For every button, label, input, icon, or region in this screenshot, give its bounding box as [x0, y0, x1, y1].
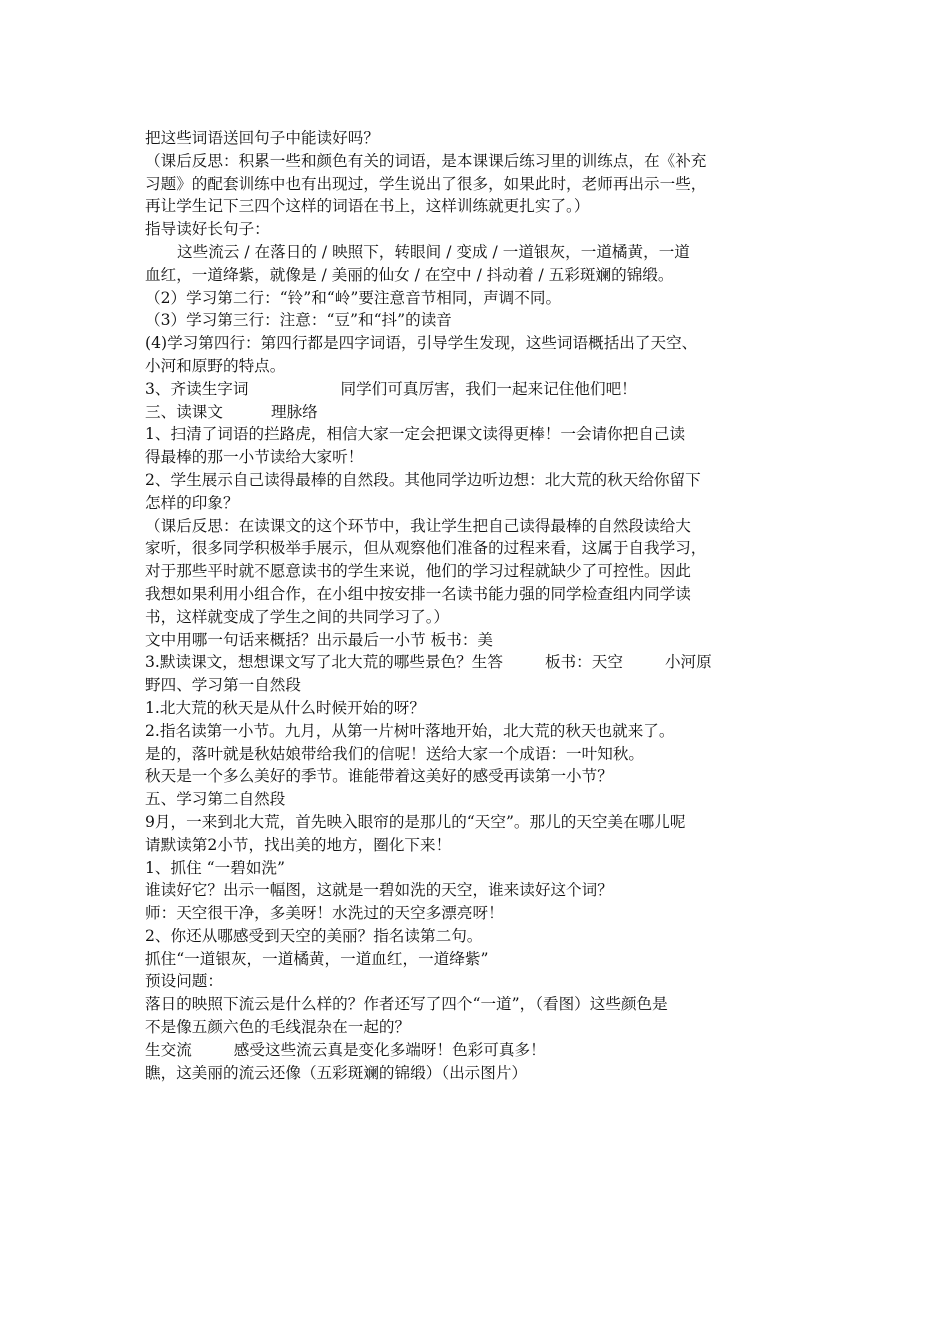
text-line: 小河和原野的特点。 [145, 356, 286, 375]
text-segment: 3.默读课文，想想课文写了北大荒的哪些景色？生答 [145, 653, 503, 672]
text-segment: 3、齐读生字词 [145, 379, 249, 398]
text-line [145, 651, 815, 674]
text-segment: 感受这些流云真是变化多端呀！色彩可真多！ [233, 1040, 546, 1059]
text-line: 得最棒的那一小节读给大家听！ [145, 448, 364, 467]
text-segment: 生交流 [145, 1040, 192, 1059]
text-line: 1、抓住 “一碧如洗” [145, 858, 285, 877]
text-line: 请默读第2小节，找出美的地方，圈化下来！ [145, 835, 452, 854]
text-line: 对于那些平时就不愿意读书的学生来说，他们的学习过程就缺少了可控性。因此 [145, 562, 691, 581]
text-line [145, 378, 815, 401]
text-line: 1.北大荒的秋天是从什么时候开始的呀？ [145, 698, 425, 717]
text-line: 1、扫清了词语的拦路虎，相信大家一定会把课文读得更棒！一会请你把自己读 [145, 425, 686, 444]
text-line: 书，这样就变成了学生之间的共同学习了。） [145, 607, 450, 626]
text-line: （课后反思：积累一些和颜色有关的词语，是本课课后练习里的训练点，在《补充 [145, 151, 707, 170]
text-line: 师：天空很干净，多美呀！水洗过的天空多漂亮呀！ [145, 904, 504, 923]
text-line: （2）学习第二行：“铃”和“岭”要注意音节相同，声调不同。 [145, 288, 562, 307]
text-line: 2.指名读第一小节。九月，从第一片树叶落地开始，北大荒的秋天也就来了。 [145, 721, 675, 740]
text-line: 预设问题： [145, 972, 223, 991]
text-line: 谁读好它？出示一幅图，这就是一碧如洗的天空，谁来读好这个词？ [145, 881, 613, 900]
text-line: 家听，很多同学积极举手展示，但从观察他们准备的过程来看，这属于自我学习， [145, 539, 707, 558]
text-line: 2、学生展示自己读得最棒的自然段。其他同学边听边想：北大荒的秋天给你留下 [145, 470, 701, 489]
text-line: 指导读好长句子： [145, 220, 270, 239]
text-segment: 小河原 [664, 653, 712, 672]
text-line: 秋天是一个多么美好的季节。谁能带着这美好的感受再读第一小节？ [145, 767, 613, 786]
text-line: 习题》的配套训练中也有出现过，学生说出了很多，如果此时，老师再出示一些， [145, 174, 707, 193]
text-line: 9月，一来到北大荒，首先映入眼帘的是那儿的“天空”。那儿的天空美在哪儿呢 [145, 812, 686, 831]
text-segment: 板书：天空 [544, 653, 623, 672]
text-line: 把这些词语送回句子中能读好吗？ [145, 129, 379, 147]
text-line [145, 1039, 815, 1062]
text-line: （3）学习第三行：注意：“豆”和“抖”的读音 [145, 311, 452, 330]
text-line: 血红，一道绛紫，就像是 / 美丽的仙女 / 在空中 / 抖动着 / 五彩斑斓的锦缎。 [145, 265, 674, 284]
text-line: 是的，落叶就是秋姑娘带给我们的信呢！送给大家一个成语：一叶知秋。 [145, 744, 645, 763]
text-segment: 同学们可真厉害，我们一起来记住他们吧！ [340, 379, 637, 398]
text-line: 野四、学习第一自然段 [145, 676, 301, 695]
text-segment: 三、读课文 [145, 402, 223, 421]
text-segment: 理脉络 [270, 402, 318, 421]
text-line: （课后反思：在读课文的这个环节中，我让学生把自己读得最棒的自然段读给大 [145, 516, 691, 535]
text-line: 瞧，这美丽的流云还像（五彩斑斓的锦缎）（出示图片） [145, 1063, 528, 1082]
text-line: 五、学习第二自然段 [145, 790, 286, 809]
text-line: 文中用哪一句话来概括？出示最后一小节 板书：美 [145, 630, 494, 649]
text-line: 落日的映照下流云是什么样的？作者还写了四个“一道”，（看图）这些颜色是 [145, 995, 668, 1014]
text-line: 怎样的印象？ [145, 493, 239, 512]
text-line: 我想如果利用小组合作，在小组中按安排一名读书能力强的同学检查组内同学读 [145, 584, 691, 603]
text-line: 不是像五颜六色的毛线混杂在一起的？ [145, 1018, 411, 1037]
document-page [145, 127, 815, 1084]
text-line: 2、你还从哪感受到天空的美丽？指名读第二句。 [145, 926, 483, 945]
text-line: 这些流云 / 在落日的 / 映照下，转眼间 / 变成 / 一道银灰，一道橘黄，一道 [177, 242, 690, 261]
text-line: (4)学习第四行：第四行都是四字词语，引导学生发现，这些词语概括出了天空、 [145, 334, 698, 353]
text-line: 再让学生记下三四个这样的词语在书上，这样训练就更扎实了。） [145, 197, 590, 216]
text-line: 抓住“一道银灰，一道橘黄，一道血红，一道绛紫” [145, 949, 489, 968]
text-line [145, 401, 815, 424]
